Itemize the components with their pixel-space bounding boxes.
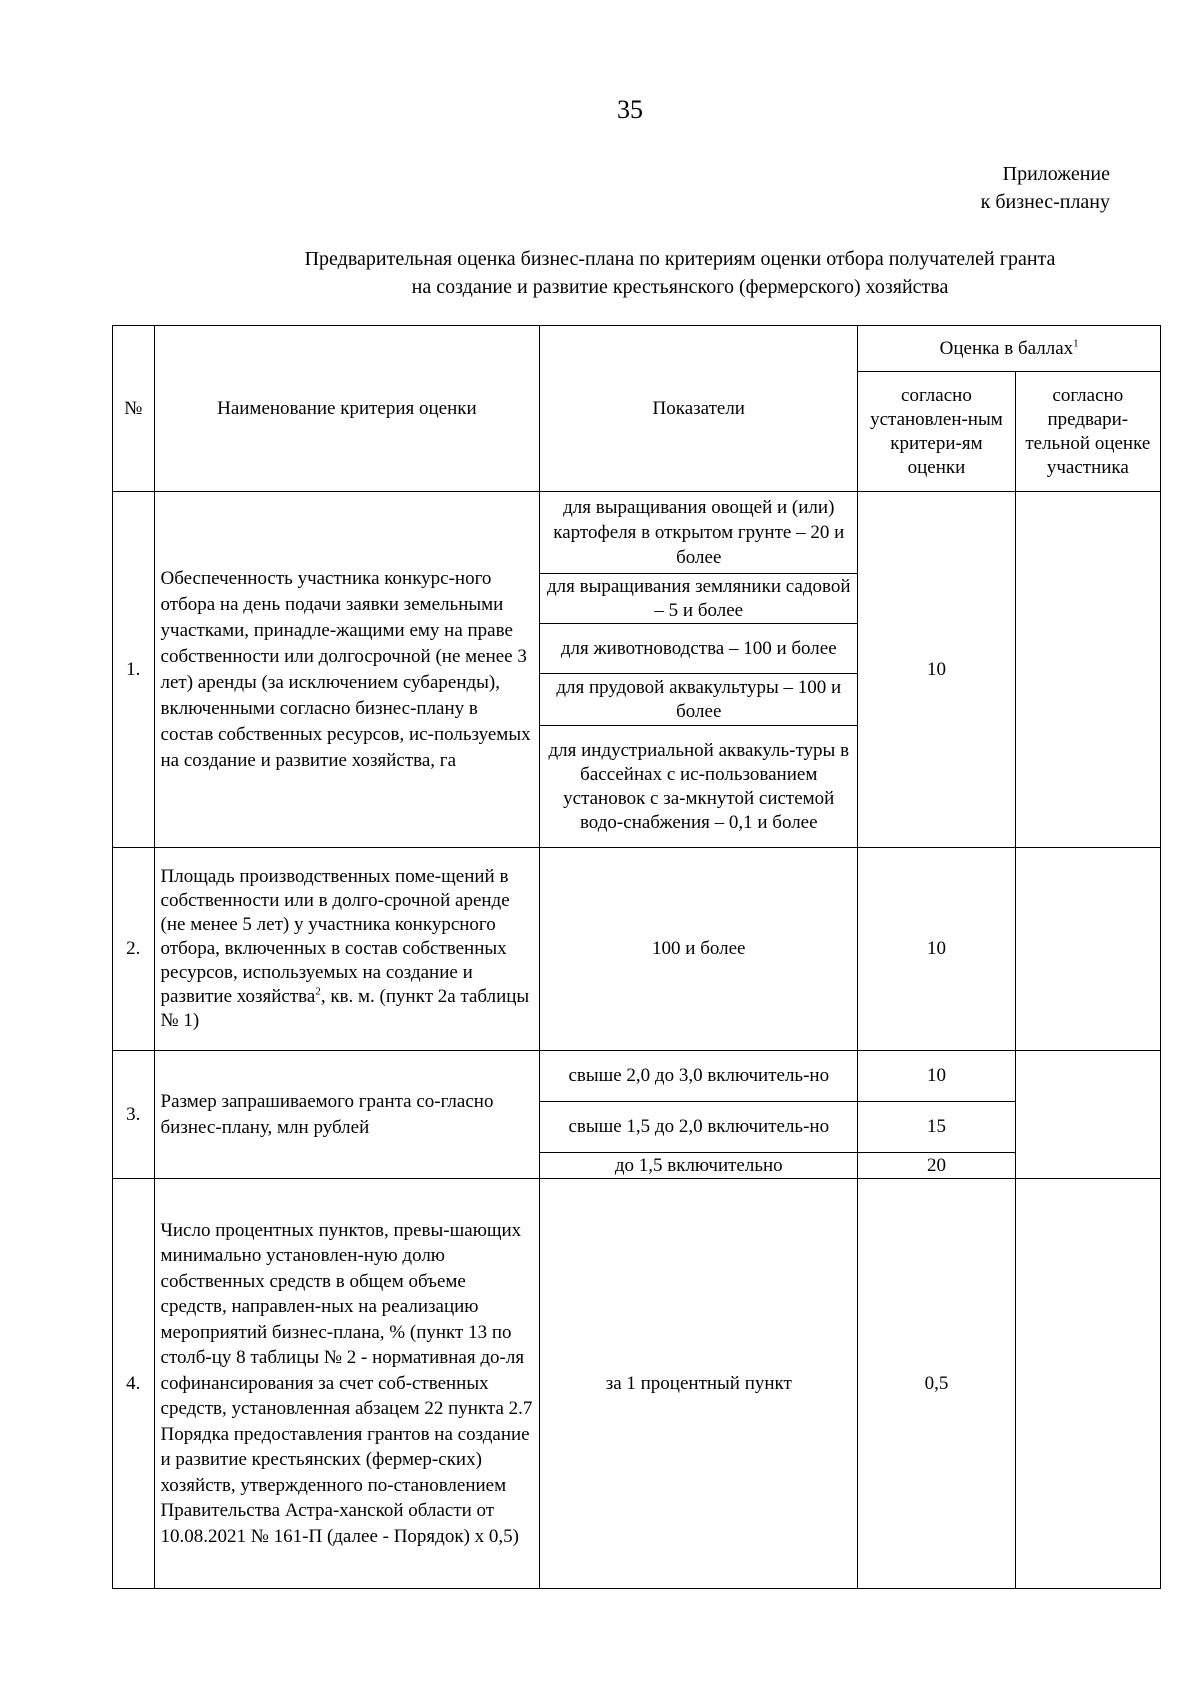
- title-line-2: на создание и развитие крестьянского (фермерского) хозяйства: [411, 276, 949, 298]
- row-indicator: для выращивания земляники садовой – 5 и более: [540, 574, 858, 624]
- row-criterion-text-end: , кв. м. (пункт 2а таблицы № 1): [160, 986, 530, 1031]
- row-number: 1.: [113, 492, 155, 848]
- row-indicator: за 1 процентный пункт: [540, 1179, 858, 1589]
- header-score-group-label: Оценка в баллах: [939, 337, 1074, 359]
- header-indicators: Показатели: [540, 326, 858, 492]
- row-criterion-text: Площадь производственных поме-щений в собственности или в долго-срочной аренде (не менее 5 лет) у участника конкурсного отбора, включенных в состав собственных ресурсов, используемых на создание и развитие хозяйства: [160, 866, 510, 1007]
- header-criterion: Наименование критерия оценки: [154, 326, 540, 492]
- row-indicator: до 1,5 включительно: [540, 1153, 858, 1179]
- row-score: 15: [858, 1102, 1015, 1153]
- row-preliminary: [1015, 492, 1160, 848]
- appendix-line-1: Приложение: [1002, 163, 1110, 185]
- row-criterion: Обеспеченность участника конкурс-ного отбора на день подачи заявки земельными участками, принадле-жащими ему на праве собственности или долгосрочной (не менее 3 лет) аренды (за исключением субаренды), включенными согласно бизнес-плану в состав собственных ресурсов, ис-пользуемых на создание и развитие хозяйства, га: [154, 492, 540, 848]
- row-indicator: для животноводства – 100 и более: [540, 624, 858, 674]
- header-row: [113, 326, 1161, 372]
- row-number: 4.: [113, 1179, 155, 1589]
- header-score-group: [858, 326, 1161, 372]
- row-indicator: для выращивания овощей и (или) картофеля в открытом грунте – 20 и более: [540, 492, 858, 574]
- row-score: 10: [858, 1051, 1015, 1102]
- row-preliminary: [1015, 1179, 1160, 1589]
- row-indicator: для индустриальной аквакуль-туры в бассейнах с ис-пользованием установок с за-мкнутой системой водо-снабжения – 0,1 и более: [540, 726, 858, 848]
- row-indicator: свыше 2,0 до 3,0 включитель-но: [540, 1051, 858, 1102]
- appendix-label: [981, 160, 1110, 216]
- document-title: [200, 245, 1160, 301]
- row-number: 3.: [113, 1051, 155, 1179]
- row-preliminary: [1015, 1051, 1160, 1179]
- row-number: 2.: [113, 848, 155, 1051]
- row-indicator: 100 и более: [540, 848, 858, 1051]
- row-score: 10: [858, 848, 1015, 1051]
- row-preliminary: [1015, 848, 1160, 1051]
- header-score-established: согласно установлен-ным критери-ям оценки: [858, 372, 1015, 492]
- table-row: [113, 1179, 1161, 1589]
- row-indicator: для прудовой аквакультуры – 100 и более: [540, 674, 858, 726]
- row-score: 20: [858, 1153, 1015, 1179]
- header-score-preliminary: согласно предвари-тельной оценке участника: [1015, 372, 1160, 492]
- row-score: 0,5: [858, 1179, 1015, 1589]
- row-criterion: Число процентных пунктов, превы-шающих минимально установлен-ную долю собственных средств в общем объеме средств, направлен-ных на реализацию мероприятий бизнес-плана, % (пункт 13 по столб-цу 8 таблицы № 2 - нормативная до-ля софинансирования за счет соб-ственных средств, установленная абзацем 22 пункта 2.7 Порядка предоставления грантов на создание и развитие крестьянских (фермер-ских) хозяйств, утвержденного по-становлением Правительства Астра-ханской области от 10.08.2021 № 161-П (далее - Порядок) х 0,5): [154, 1179, 540, 1589]
- row-score: 10: [858, 492, 1015, 848]
- footnote-1: 1: [1073, 337, 1079, 350]
- title-line-1: Предварительная оценка бизнес-плана по критериям оценки отбора получателей гранта: [304, 248, 1056, 270]
- appendix-line-2: к бизнес-плану: [980, 191, 1110, 213]
- row-criterion: [154, 848, 540, 1051]
- criteria-table: [112, 325, 1161, 1589]
- page-number: 35: [617, 95, 643, 124]
- table-row: [113, 848, 1161, 1051]
- table-row: [113, 492, 1161, 574]
- row-criterion: Размер запрашиваемого гранта со-гласно бизнес-плану, млн рублей: [154, 1051, 540, 1179]
- row-indicator: свыше 1,5 до 2,0 включитель-но: [540, 1102, 858, 1153]
- table-row: [113, 1051, 1161, 1102]
- footnote-2: 2: [315, 985, 321, 998]
- header-number: №: [113, 326, 155, 492]
